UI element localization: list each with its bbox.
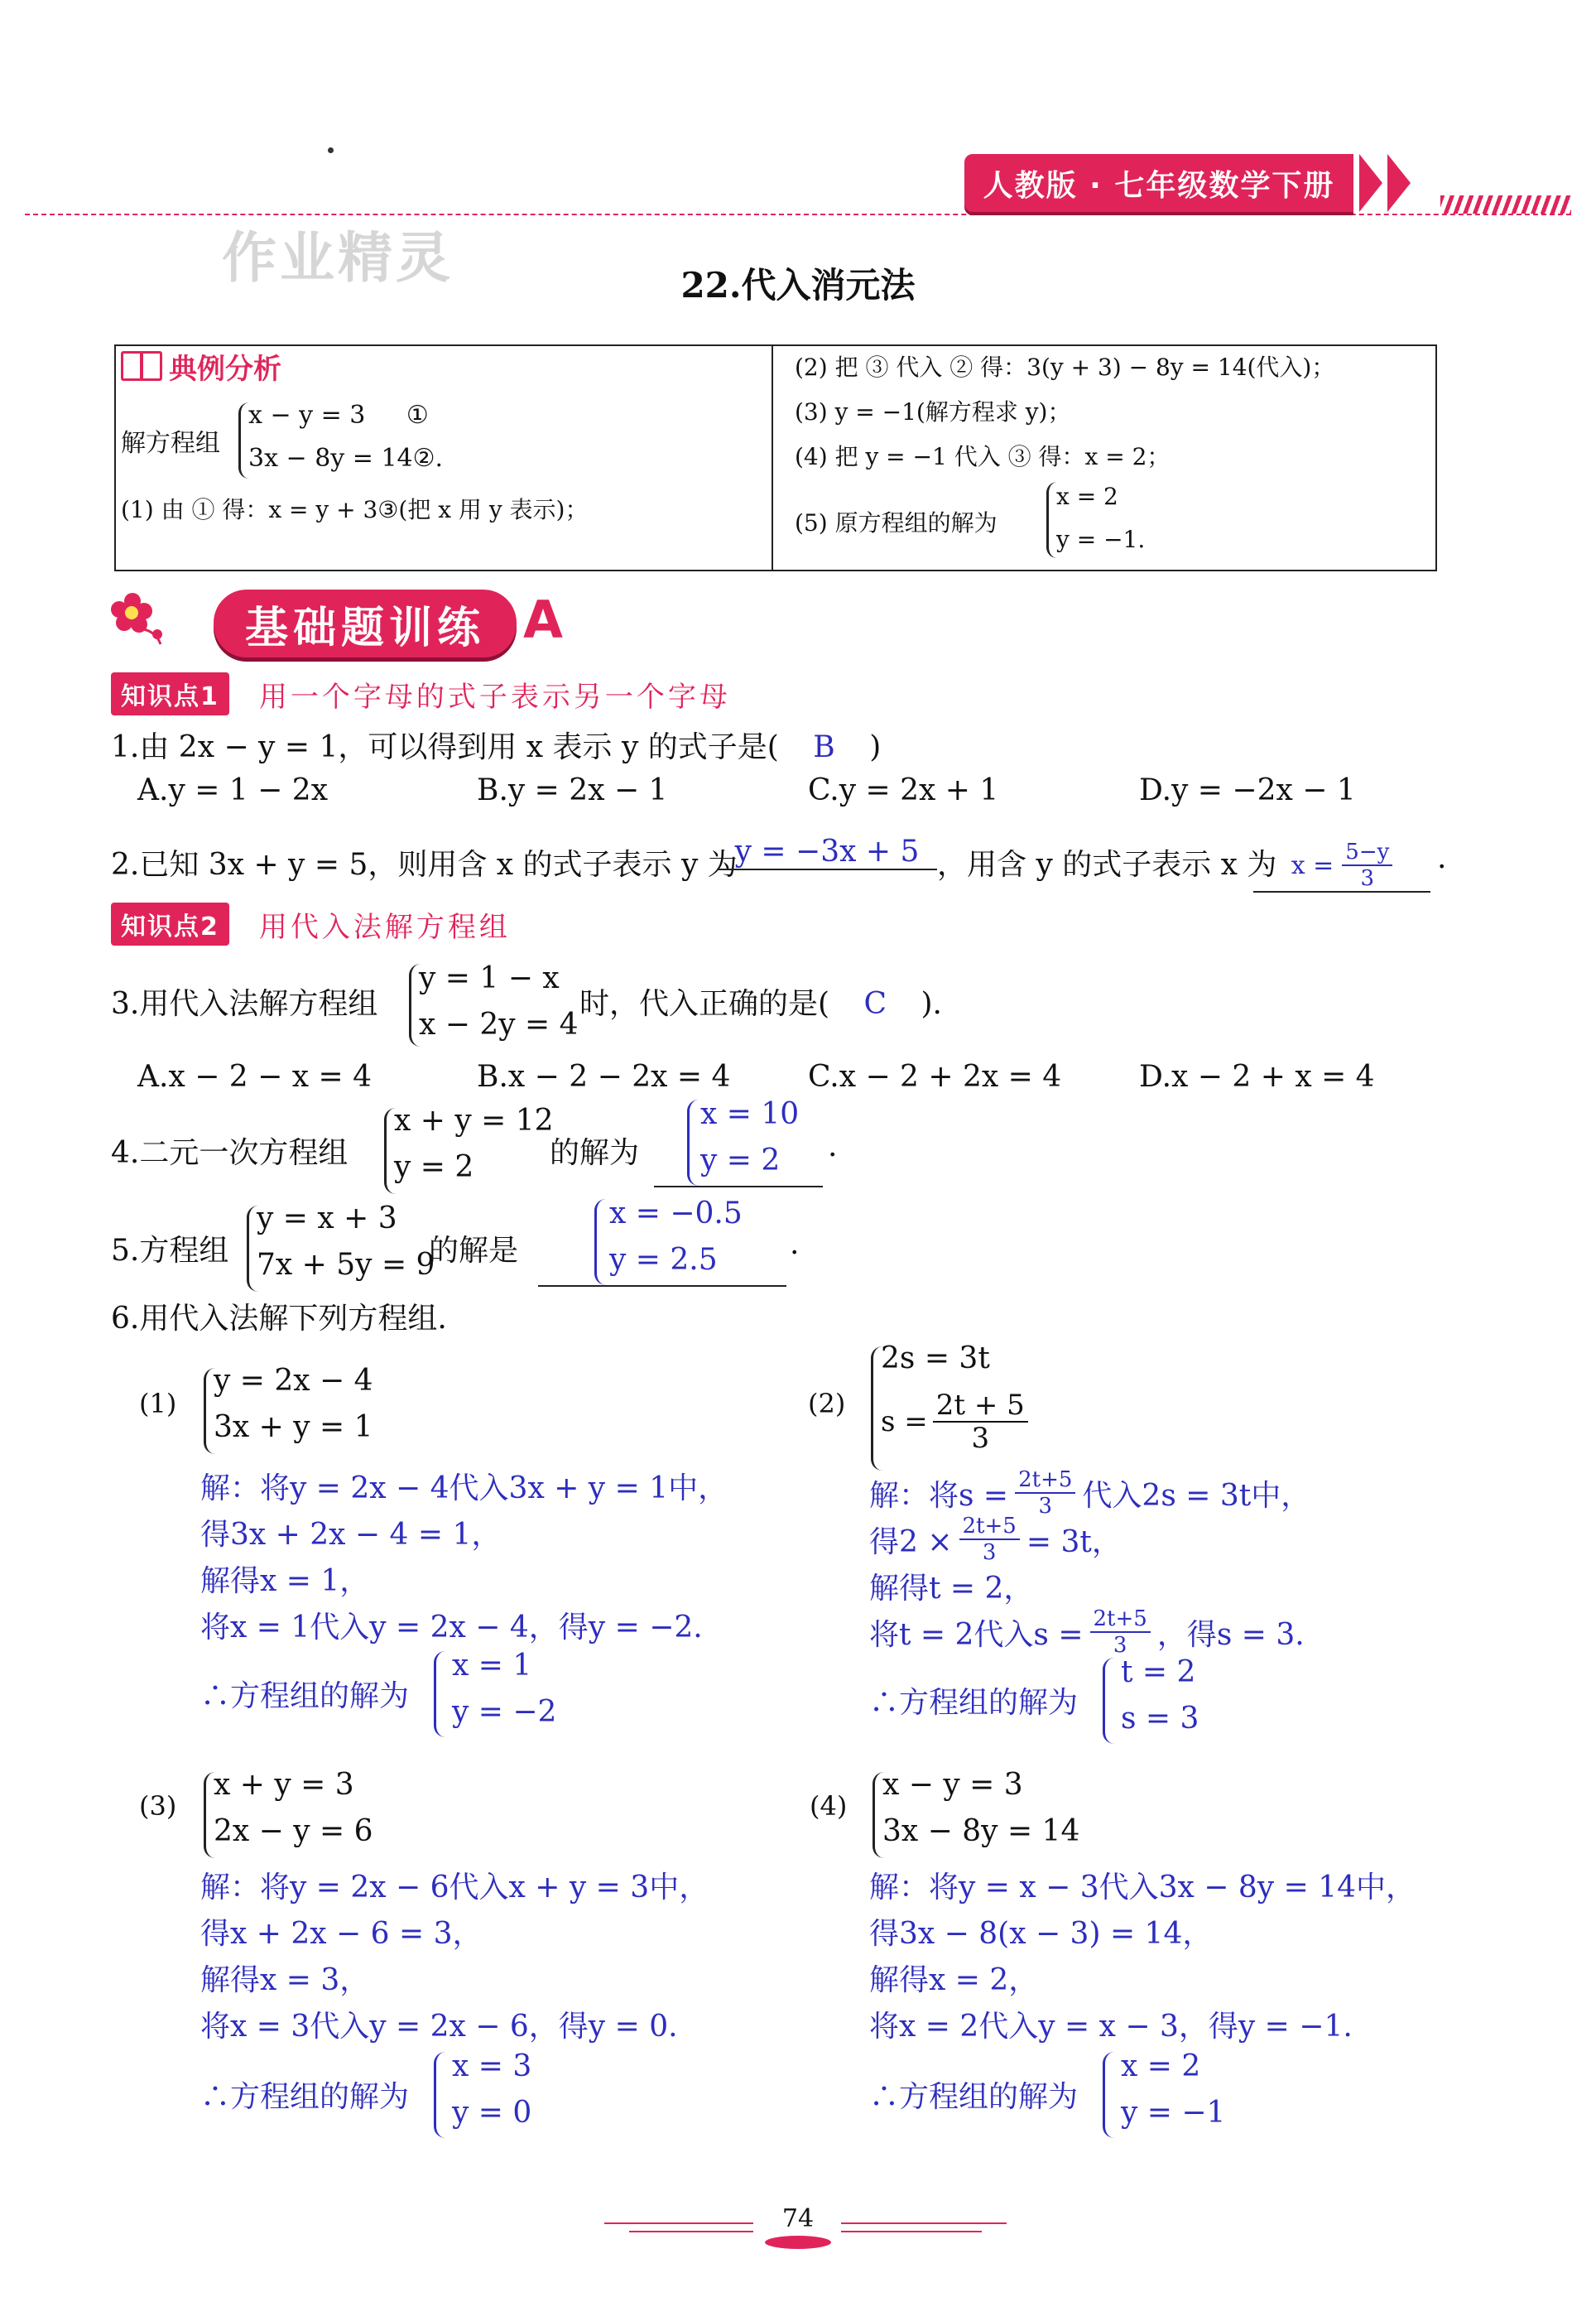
q2-answer2-fraction — [1342, 841, 1392, 889]
q6-p2-line2-num: 2t+5 — [959, 1515, 1020, 1540]
q1-close: ) — [869, 730, 882, 764]
q6-p2-answer — [1121, 1649, 1199, 1742]
kp2-title: 用代入法解方程组 — [258, 910, 511, 944]
q1-option-d: D.y = −2x − 1 — [1139, 773, 1356, 807]
q6-p4-system — [882, 1762, 1079, 1855]
q5-end: . — [790, 1227, 800, 1261]
q6-p2-line4-num: 2t+5 — [1090, 1608, 1151, 1633]
header-banner — [964, 154, 1353, 212]
q6-p4-sol-y: y = −1 — [1121, 2096, 1226, 2130]
q5-stem: 5.方程组 — [111, 1234, 229, 1268]
example-eq2: 3x − 8y = 14② — [248, 444, 435, 473]
q6-stem: 6.用代入法解下列方程组. — [111, 1302, 447, 1336]
q2-answer2-lhs: x = — [1291, 850, 1334, 880]
q5-ans-y: y = 2.5 — [609, 1243, 718, 1277]
kp1-title: 用一个字母的式子表示另一个字母 — [258, 680, 731, 714]
q3-stem: 3.用代入法解方程组 — [111, 987, 378, 1021]
flower-icon — [111, 590, 169, 648]
q6-p4-line4: 将x = 2代入y = x − 3，得y = −1. — [869, 2010, 1353, 2044]
q2-answer2-num: 5−y — [1342, 841, 1392, 866]
q6-p2-conclusion: ∴方程组的解为 — [869, 1686, 1079, 1720]
example-step2: (2) 把 ③ 代入 ② 得：3(y + 3) − 8y = 14(代入)； — [795, 354, 1335, 381]
q6-p3-label: (3) — [139, 1790, 177, 1822]
q6-p2-line2b: = 3t， — [1026, 1524, 1122, 1559]
q6-p2-line2 — [869, 1515, 1122, 1563]
q1-option-b: B.y = 2x − 1 — [477, 773, 668, 807]
q6-p3-conclusion: ∴方程组的解为 — [200, 2080, 410, 2114]
q6-p4-line2: 得3x − 8(x − 3) = 14， — [869, 1917, 1213, 1951]
watermark: 作业精灵 — [222, 226, 454, 290]
q4-system — [394, 1098, 554, 1191]
header-dot — [328, 147, 334, 153]
q3-after-line — [579, 980, 942, 1023]
q4-answer — [700, 1091, 799, 1184]
example-step1: (1) 由 ① 得：x = y + 3③(把 x 用 y 表示)； — [121, 496, 589, 523]
q5-ans-x: x = −0.5 — [609, 1197, 743, 1230]
example-tag — [116, 346, 281, 386]
footer-rule-right — [841, 2222, 1007, 2224]
q6-p4-eq1: x − y = 3 — [882, 1768, 1023, 1802]
q6-p4-conclusion: ∴方程组的解为 — [869, 2080, 1079, 2114]
q6-p1-line1: 解：将y = 2x − 4代入3x + y = 1中， — [200, 1471, 728, 1505]
q2-end: . — [1437, 841, 1447, 875]
q6-p1-eq1: y = 2x − 4 — [214, 1364, 373, 1398]
q6-p2-line1-num: 2t+5 — [1015, 1469, 1075, 1494]
q6-p2-sol-s: s = 3 — [1121, 1702, 1199, 1736]
q6-p4-line1: 解：将y = x − 3代入3x − 8y = 14中， — [869, 1871, 1416, 1904]
q6-p2-line4 — [869, 1608, 1305, 1656]
q5-answer-underline — [538, 1285, 786, 1287]
q2-answer2 — [1253, 840, 1430, 893]
q6-p1-line3: 解得x = 1， — [200, 1564, 370, 1598]
q6-p3-solution — [200, 1865, 709, 2050]
q6-p4-label: (4) — [810, 1790, 848, 1822]
q4-end: . — [828, 1129, 838, 1163]
q4-ans-x: x = 10 — [700, 1097, 800, 1131]
q6-p2-label: (2) — [808, 1388, 846, 1419]
q3-after: 时，代入正确的是( — [579, 987, 830, 1021]
q6-p4-sol-brace — [1103, 2052, 1115, 2138]
example-sol-x: x = 2 — [1056, 483, 1118, 510]
q3-answer: C — [863, 987, 887, 1021]
q6-p3-eq2: 2x − y = 6 — [214, 1814, 373, 1848]
example-tag-label: 典例分析 — [169, 352, 281, 386]
q6-p2-line1-den: 3 — [1038, 1494, 1053, 1519]
q6-p4-line3: 解得x = 2， — [869, 1963, 1039, 1997]
q3-eq1: y = 1 − x — [419, 961, 560, 995]
q4-answer-brace — [687, 1100, 699, 1186]
q5-answer-brace — [594, 1199, 607, 1285]
section-title: 基础题训练 — [244, 603, 485, 653]
q6-p2-eq2-lhs: s = — [881, 1405, 928, 1438]
q6-p2-eq2-den: 3 — [971, 1422, 990, 1455]
q6-p2-line2-fraction — [959, 1515, 1020, 1563]
q4-stem: 4.二元一次方程组 — [111, 1136, 349, 1170]
q6-p3-sol-brace — [434, 2052, 446, 2138]
q6-p2-sol-t: t = 2 — [1121, 1655, 1196, 1689]
stripe-decoration — [1440, 195, 1571, 214]
footer-rule-left — [604, 2222, 753, 2224]
q6-p2-line4a: 将t = 2代入s = — [869, 1617, 1084, 1652]
q6-p2-line4b: ，得s = 3. — [1156, 1617, 1305, 1652]
q3-option-d: D.x − 2 + x = 4 — [1139, 1060, 1375, 1094]
example-box-divider — [772, 346, 773, 570]
q1-answer: B — [813, 730, 835, 764]
q6-p3-system — [214, 1762, 373, 1855]
q6-p2-line4-den: 3 — [1113, 1633, 1127, 1658]
q6-p3-sol-y: y = 0 — [452, 2096, 532, 2130]
q5-answer — [609, 1191, 743, 1283]
q1-option-a: A.y = 1 − 2x — [137, 773, 328, 807]
example-system: x − y = 3 ① 3x − 8y = 14②. — [248, 401, 444, 473]
q6-p2-line1a: 解：将s = — [869, 1478, 1009, 1513]
q6-p2-line1-fraction — [1015, 1469, 1075, 1517]
q6-p4-sol-x: x = 2 — [1121, 2049, 1201, 2083]
q6-p1-eq2: 3x + y = 1 — [214, 1410, 373, 1444]
q3-option-a: A.x − 2 − x = 4 — [137, 1060, 373, 1094]
q6-p1-solution — [200, 1466, 728, 1651]
example-prompt: 解方程组 — [121, 429, 220, 458]
q6-p3-eq1: x + y = 3 — [214, 1768, 354, 1802]
q3-option-b: B.x − 2 − 2x = 4 — [477, 1060, 731, 1094]
q4-eq2: y = 2 — [394, 1150, 474, 1184]
q4-ans-y: y = 2 — [700, 1144, 781, 1177]
q1-stem: 1.由 2x − y = 1，可以得到用 x 表示 y 的式子是( — [111, 730, 779, 764]
lesson-title: 22.代入消元法 — [680, 265, 916, 306]
q6-p2-eq1: 2s = 3t — [881, 1341, 990, 1375]
q6-p2-eq2-fraction — [933, 1389, 1028, 1455]
footer-rule-right-2 — [841, 2231, 982, 2232]
chevron-icon — [1387, 154, 1411, 212]
q6-p2-eq2-num: 2t + 5 — [933, 1391, 1028, 1423]
q6-p3-line2: 得x + 2x − 6 = 3， — [200, 1917, 483, 1951]
q5-after: 的解是 — [429, 1234, 519, 1268]
q3-system — [419, 956, 579, 1048]
q5-eq2: 7x + 5y = 9 — [257, 1248, 435, 1282]
example-solution: x = 2 y = −1. — [1056, 475, 1145, 561]
q1-stem-line — [111, 724, 881, 766]
q2-stem: 2.已知 3x + y = 5，则用含 x 的式子表示 y 为 — [111, 848, 738, 882]
q6-p4-answer — [1121, 2044, 1225, 2136]
q6-p2-sol-brace — [1103, 1658, 1115, 1744]
q6-p1-answer — [452, 1643, 556, 1736]
footer-ornament — [765, 2236, 831, 2249]
example-eq1-mark: ① — [406, 401, 429, 430]
q6-p1-conclusion: ∴方程组的解为 — [200, 1679, 410, 1713]
q6-p4-solution — [869, 1865, 1416, 2050]
kp2-heading — [111, 903, 511, 946]
q6-p1-system — [214, 1358, 373, 1451]
example-step5: (5) 原方程组的解为 — [795, 509, 997, 537]
q6-p2-line1 — [869, 1469, 1310, 1517]
example-step4: (4) 把 y = −1 代入 ③ 得：x = 2； — [795, 443, 1171, 470]
q6-p2-line1b: 代入2s = 3t中， — [1082, 1478, 1311, 1513]
q6-p2-line3: 解得t = 2， — [869, 1572, 1034, 1606]
q6-p3-line3: 解得x = 3， — [200, 1963, 370, 1997]
q6-p3-line4: 将x = 3代入y = 2x − 6，得y = 0. — [200, 2010, 678, 2044]
q2-answer1: y = −3x + 5 — [717, 835, 937, 870]
q6-p2-line2-den: 3 — [982, 1540, 997, 1565]
q6-p4-eq2: 3x − 8y = 14 — [882, 1814, 1080, 1848]
q3-option-c: C.x − 2 + 2x = 4 — [808, 1060, 1062, 1094]
q5-eq1: y = x + 3 — [257, 1201, 397, 1235]
q6-p1-sol-y: y = −2 — [452, 1695, 557, 1729]
q2-middle: ，用含 y 的式子表示 x 为 — [937, 848, 1277, 882]
chevron-icon — [1359, 154, 1382, 212]
q5-system — [257, 1196, 435, 1288]
footer-rule-left-2 — [629, 2231, 753, 2232]
example-sol-y: y = −1 — [1056, 526, 1138, 553]
q1-option-c: C.y = 2x + 1 — [808, 773, 999, 807]
q6-p2-line2a: 得2 × — [869, 1524, 953, 1559]
example-eq1: x − y = 3 — [248, 401, 366, 430]
book-icon — [121, 351, 162, 381]
q6-p1-line4: 将x = 1代入y = 2x − 4，得y = −2. — [200, 1611, 703, 1644]
q6-p3-sol-x: x = 3 — [452, 2049, 532, 2083]
q6-p1-sol-x: x = 1 — [452, 1649, 532, 1683]
q4-answer-underline — [654, 1186, 823, 1187]
q6-p2-eq2 — [881, 1389, 1028, 1455]
header-banner-text: 人教版 · 七年级数学下册 — [983, 168, 1335, 203]
q4-after: 的解为 — [550, 1136, 640, 1170]
page-number: 74 — [781, 2204, 815, 2233]
q3-close: ). — [921, 987, 942, 1021]
section-title-badge — [214, 590, 517, 657]
q2-answer2-den: 3 — [1360, 866, 1375, 891]
q4-eq1: x + y = 12 — [394, 1104, 554, 1138]
kp1-tag: 知识点1 — [111, 672, 229, 715]
example-step3: (3) y = −1(解方程求 y)； — [795, 398, 1071, 426]
section-letter: A — [523, 590, 563, 650]
kp2-tag: 知识点2 — [111, 903, 229, 946]
q6-p1-sol-brace — [434, 1651, 446, 1737]
q6-p3-line1: 解：将y = 2x − 6代入x + y = 3中， — [200, 1871, 709, 1904]
q6-p1-line2: 得3x + 2x − 4 = 1， — [200, 1518, 502, 1552]
q6-p3-answer — [452, 2044, 531, 2136]
kp1-heading — [111, 672, 731, 715]
q3-eq2: x − 2y = 4 — [419, 1008, 579, 1042]
q6-p1-label: (1) — [139, 1388, 177, 1419]
